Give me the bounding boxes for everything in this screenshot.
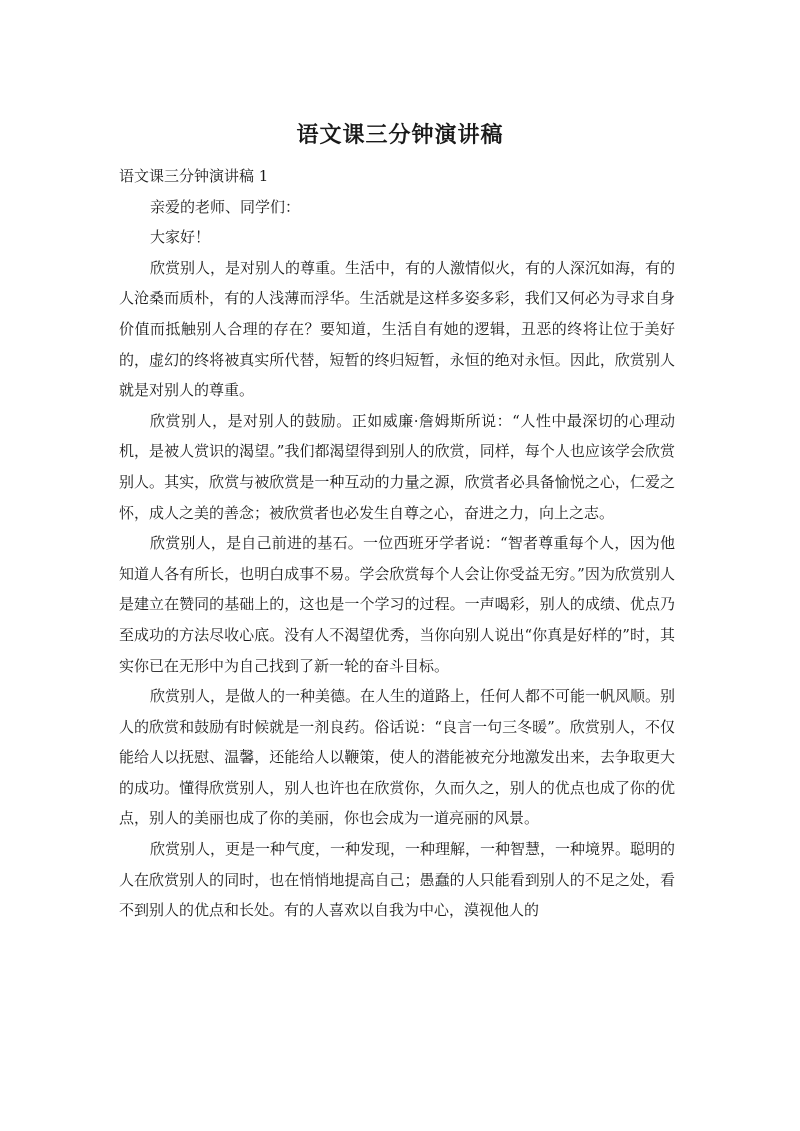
greeting: 大家好！ [150,228,211,247]
document-body [119,161,675,926]
paragraph-wisdom: 欣赏别人，更是一种气度，一种发现，一种理解，一种智慧，一种境界。聪明的人在欣赏别人的同时，也在悄悄地提高自己；愚蠢的人只能看到别人的不足之处，看不到别人的优点和长处。有的人喜欢以自我为中心，漠视他人的 [119,840,676,920]
document-subtitle: 语文课三分钟演讲稿 1 [119,167,269,185]
paragraph-cornerstone: 欣赏别人，是自己前进的基石。一位西班牙学者说：“智者尊重每个人，因为他知道人各有所长，也明白成事不易。学会欣赏每个人会让你受益无穷。”因为欣赏别人是建立在赞同的基础上的，这也是一个学习的过程。一声喝彩，别人的成绩、优点乃至成功的方法尽收心底。没有人不渴望优秀，当你向别人说出“你真是好样的”时，其实你已在无形中为自己找到了新一轮的奋斗目标。 [119,534,675,675]
paragraph-encouragement: 欣赏别人，是对别人的鼓励。正如威廉·詹姆斯所说：“人性中最深切的心理动机，是被人赏识的渴望。”我们都渴望得到别人的欣赏，同样，每个人也应该学会欣赏别人。其实，欣赏与被欣赏是一种互动的力量之源，欣赏者必具备愉悦之心，仁爱之怀，成人之美的善念；被欣赏者也必发生自尊之心，奋进之力，向上之志。 [119,411,675,522]
paragraph-respect: 欣赏别人，是对别人的尊重。生活中，有的人激情似火，有的人深沉如海，有的人沧桑而质朴，有的人浅薄而浮华。生活就是这样多姿多彩，我们又何必为寻求自身价值而抵触别人合理的存在？要知道，生活自有她的逻辑，丑恶的终将让位于美好的，虚幻的终将被真实所代替，短暂的终归短暂，永恒的绝对永恒。因此，欣赏别人就是对别人的尊重。 [119,258,676,400]
salutation: 亲爱的老师、同学们： [150,197,301,216]
document-title: 语文课三分钟演讲稿 [296,123,504,148]
paragraph-virtue: 欣赏别人，是做人的一种美德。在人生的道路上，任何人都不可能一帆风顺。别人的欣赏和鼓励有时候就是一剂良药。俗话说：“良言一句三冬暖”。欣赏别人，不仅能给人以抚慰、温馨，还能给人以鞭策，使人的潜能被充分地激发出来，去争取更大的成功。懂得欣赏别人，别人也许也在欣赏你，久而久之，别人的优点也成了你的优点，别人的美丽也成了你的美丽，你也会成为一道亮丽的风景。 [119,687,676,828]
